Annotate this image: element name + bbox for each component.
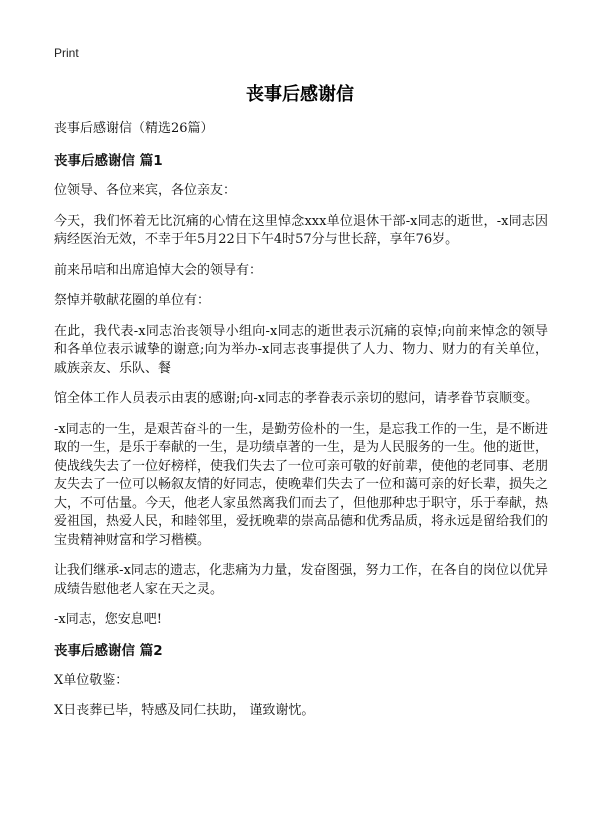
page-title: 丧事后感谢信	[246, 84, 354, 105]
paragraph: 在此，我代表-x同志治丧领导小组向-x同志的逝世表示沉痛的哀悼;向前来悼念的领导和各单位表示诚挚的谢意;向为举办-x同志丧事提供了人力、物力、财力的有关单位，戚族亲友、乐队、餐	[54, 323, 548, 376]
section-heading: 丧事后感谢信 篇1	[54, 153, 163, 169]
print-label: Print	[54, 46, 79, 60]
paragraph: 让我们继承-x同志的遗志，化悲痛为力量，发奋图强，努力工作，在各自的岗位以优异成绩告慰他老人家在天之灵。	[54, 563, 548, 597]
paragraph: -x同志，您安息吧!	[54, 612, 162, 627]
paragraph: 前来吊唁和出席追悼大会的领导有：	[54, 262, 263, 278]
paragraph: 馆全体工作人员表示由衷的感谢;向-x同志的孝眷表示亲切的慰问，请孝眷节哀顺变。	[54, 391, 539, 406]
section-1	[54, 152, 548, 630]
paragraph: 今天，我们怀着无比沉痛的心情在这里悼念xxx单位退休干部-x同志的逝世，-x同志因病经医治无效，不幸于年5月22日下午4时57分与世长辞，享年76岁。	[54, 213, 548, 247]
paragraph: -x同志的一生，是艰苦奋斗的一生，是勤劳俭朴的一生，是忘我工作的一生，是不断进取的一生，是乐于奉献的一生，是功绩卓著的一生，是为人民服务的一生。他的逝世，使战线失去了一位好榜样，使我们失去了一位可亲可敬的好前辈，使他的老同事、老朋友失去了一位可以畅叙友情的好同志，使晚辈们失去了一位和蔼可亲的好长辈，损失之大，不可估量。今天，他老人家虽然离我们而去了，但他那种忠于职守，乐于奉献，热爱祖国，热爱人民，和睦邻里，爱抚晚辈的崇高品德和优秀品质，将永远是留给我们的宝贵精神财富和学习楷模。	[54, 421, 549, 548]
section-2	[54, 642, 548, 721]
document-body	[54, 120, 548, 733]
document-subtitle: 丧事后感谢信（精选26篇）	[54, 121, 214, 136]
paragraph: 位领导、各位来宾，各位亲友：	[54, 183, 237, 198]
paragraph: 祭悼并敬献花圈的单位有：	[54, 293, 211, 308]
paragraph: X日丧葬已毕，特感及同仁扶助， 谨致谢忱。	[54, 703, 315, 718]
section-heading: 丧事后感谢信 篇2	[54, 642, 163, 659]
paragraph: X单位敬鉴：	[54, 672, 129, 688]
